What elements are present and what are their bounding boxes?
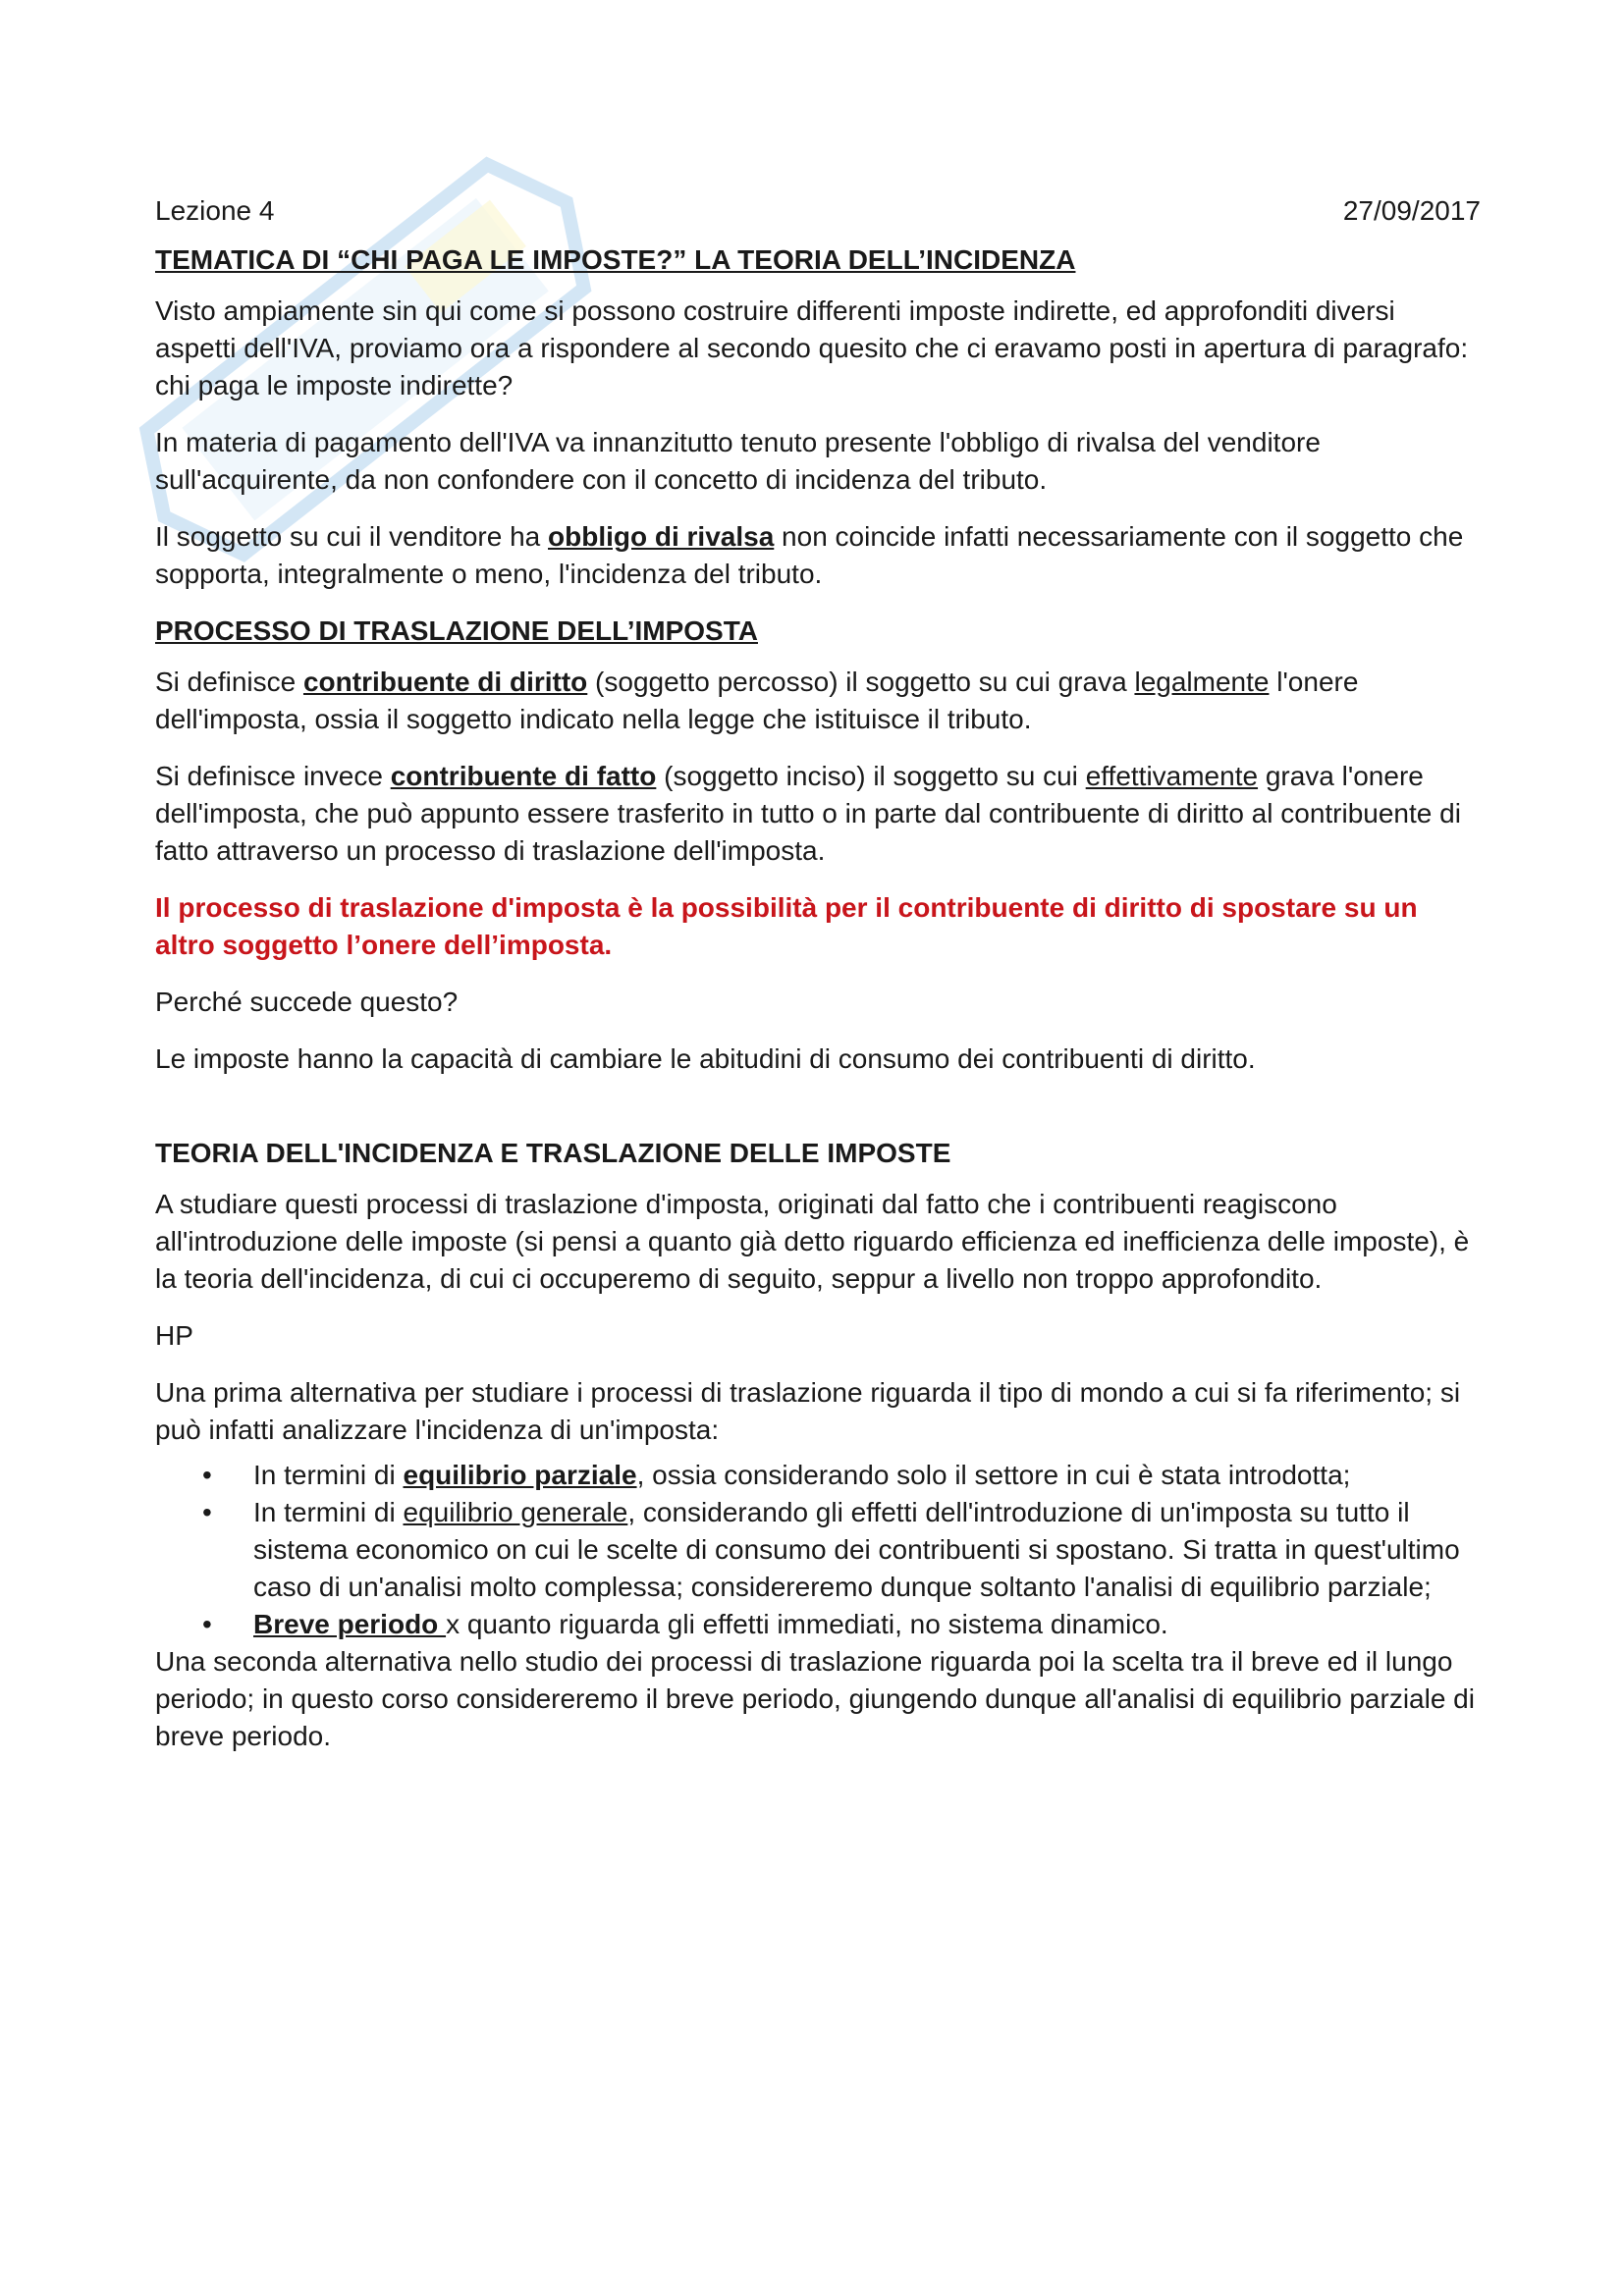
paragraph-rivalsa: Il soggetto su cui il venditore ha obbligo di rivalsa non coincide infatti necessariamente con il soggetto che sopporta, integralmente o meno, l'incidenza del tributo.: [155, 521, 1464, 589]
lesson-date: 27/09/2017: [1342, 195, 1481, 226]
section-title-traslazione: PROCESSO DI TRASLAZIONE DELL’IMPOSTA: [155, 615, 758, 646]
question-text: Perché succede questo?: [155, 987, 459, 1017]
bullet-icon: •: [202, 1497, 212, 1527]
term-contribuente-diritto: contribuente di diritto: [302, 667, 588, 697]
paragraph-alternativa: Una prima alternativa per studiare i processi di traslazione riguarda il tipo di mondo a cui si fa riferimento; si può infatti analizzare l'incidenza di un'imposta:: [155, 1377, 1461, 1445]
equilibrium-list: [155, 1457, 1481, 1643]
term-obbligo-rivalsa: obbligo di rivalsa: [548, 521, 775, 552]
section-title-incidenza: TEMATICA DI “CHI PAGA LE IMPOSTE?” LA TEORIA DELL’INCIDENZA: [155, 244, 1076, 275]
paragraph-periodo: Una seconda alternativa nello studio dei processi di traslazione riguarda poi la scelta tra il breve ed il lungo periodo; in questo corso considereremo il breve periodo, giungendo dunque all'analisi di equilibrio parziale di breve periodo.: [155, 1646, 1475, 1751]
paragraph-contribuente-diritto: Si definisce contribuente di diritto (soggetto percosso) il soggetto su cui grava legalmente l'onere dell'imposta, ossia il soggetto indicato nella legge che istituisce il tributo.: [155, 667, 1359, 734]
bullet-icon: •: [202, 1609, 212, 1639]
highlight-definition: Il processo di traslazione d'imposta è la possibilità per il contribuente di diritto di spostare su un altro soggetto l’onere dell’imposta.: [155, 892, 1418, 960]
document-page: [155, 192, 1481, 1775]
term-legalmente: legalmente: [1134, 667, 1270, 697]
term-equilibrio-parziale: equilibrio parziale: [403, 1460, 637, 1490]
term-effettivamente: effettivamente: [1085, 761, 1259, 791]
hp-label: HP: [155, 1320, 193, 1351]
answer-text: Le imposte hanno la capacità di cambiare le abitudini di consumo dei contribuenti di diritto.: [155, 1043, 1256, 1074]
paragraph-teoria: A studiare questi processi di traslazione d'imposta, originati dal fatto che i contribuenti reagiscono all'introduzione delle imposte (si pensi a quanto già detto riguardo efficienza ed inefficienza delle imposte), è la teoria dell'incidenza, di cui ci occuperemo di seguito, seppur a livello non troppo approfondito.: [155, 1189, 1470, 1294]
paragraph-contribuente-fatto: Si definisce invece contribuente di fatto (soggetto inciso) il soggetto su cui effettivamente grava l'onere dell'imposta, che può appunto essere trasferito in tutto o in parte dal contribuente di diritto al contribuente di fatto attraverso un processo di traslazione dell'imposta.: [155, 761, 1461, 866]
term-breve-periodo: Breve periodo: [253, 1609, 447, 1639]
list-item: • In termini di equilibrio generale, considerando gli effetti dell'introduzione di un'imposta su tutto il sistema economico on cui le scelte di consumo dei contribuenti si spostano. Si tratta in quest'ultimo caso di un'analisi molto complessa; considereremo dunque soltanto l'analisi di equilibrio parziale;: [253, 1494, 1481, 1606]
lesson-label: Lezione 4: [155, 195, 275, 226]
list-item: • In termini di equilibrio parziale, ossia considerando solo il settore in cui è stata introdotta;: [253, 1457, 1481, 1494]
paragraph-intro: Visto ampiamente sin qui come si possono costruire differenti imposte indirette, ed approfonditi diversi aspetti dell'IVA, proviamo ora a rispondere al secondo quesito che ci eravamo posti in apertura di paragrafo: chi paga le imposte indirette?: [155, 295, 1469, 400]
document-header: [155, 192, 1481, 230]
list-item: • Breve periodo x quanto riguarda gli effetti immediati, no sistema dinamico.: [253, 1606, 1481, 1643]
paragraph-iva: In materia di pagamento dell'IVA va innanzitutto tenuto presente l'obbligo di rivalsa del venditore sull'acquirente, da non confondere con il concetto di incidenza del tributo.: [155, 427, 1321, 495]
term-equilibrio-generale: equilibrio generale: [403, 1497, 628, 1527]
term-contribuente-fatto: contribuente di fatto: [390, 761, 657, 791]
bullet-icon: •: [202, 1460, 212, 1490]
section-title-teoria: TEORIA DELL'INCIDENZA E TRASLAZIONE DELLE IMPOSTE: [155, 1138, 951, 1168]
